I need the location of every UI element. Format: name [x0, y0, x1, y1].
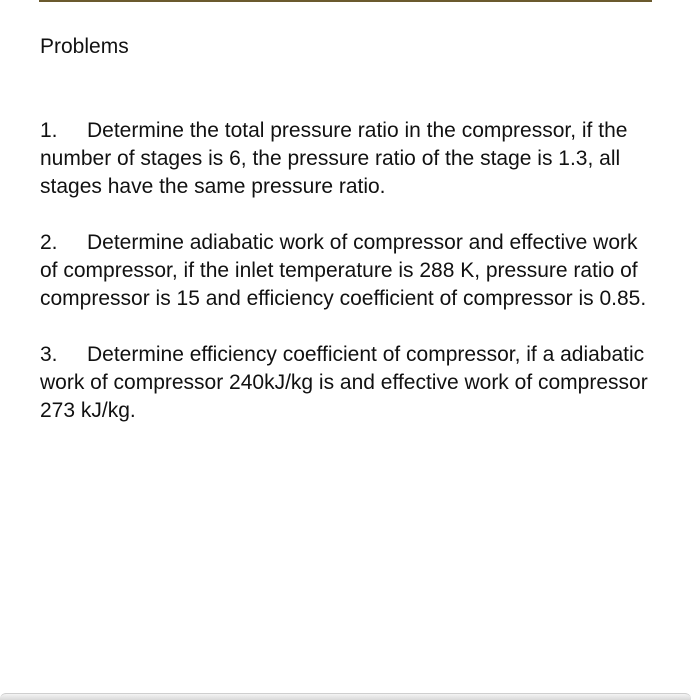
problem-number: 2.	[40, 231, 58, 254]
problem-number: 1.	[40, 119, 58, 142]
problem-item	[40, 229, 658, 313]
document-body	[40, 32, 658, 453]
top-divider	[39, 0, 652, 2]
problem-text: Determine efficiency coefficient of compressor, if a adiabatic work of compressor 240kJ/kg is and effective work of compressor 273 kJ/kg.	[40, 343, 648, 422]
problem-item	[40, 341, 658, 425]
problem-text: Determine adiabatic work of compressor and effective work of compressor, if the inlet temperature is 288 K, pressure ratio of compressor is 15 and efficiency coefficient of compressor is 0.85.	[40, 231, 647, 310]
problem-number: 3.	[40, 343, 58, 366]
bottom-scroll-edge	[0, 693, 691, 700]
problem-text: Determine the total pressure ratio in the compressor, if the number of stages is 6, the pressure ratio of the stage is 1.3, all stages have the same pressure ratio.	[40, 119, 628, 198]
section-heading: Problems	[40, 35, 129, 58]
problem-item	[40, 117, 658, 201]
